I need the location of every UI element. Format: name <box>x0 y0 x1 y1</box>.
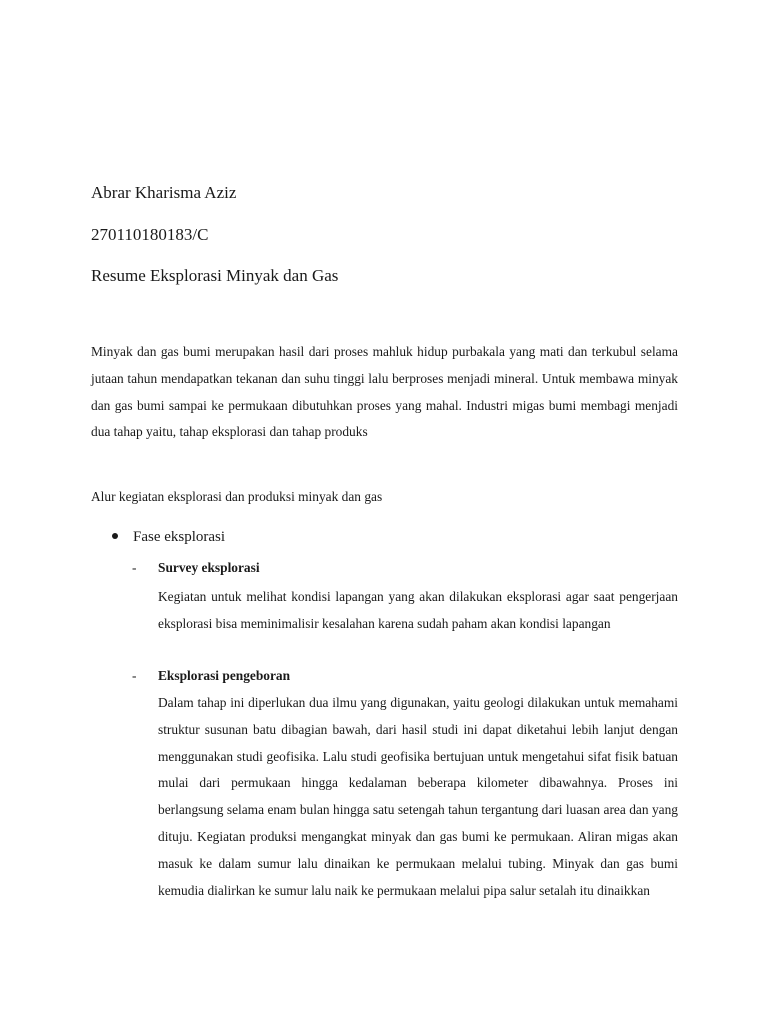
student-id: 270110180183/C <box>91 225 209 244</box>
bullet-item-fase-eksplorasi <box>112 527 225 547</box>
dash-marker: - <box>132 668 137 683</box>
sub-item-pengeboran <box>132 666 290 686</box>
sub-heading: Eksplorasi pengeboran <box>158 668 291 683</box>
dash-marker: - <box>132 560 137 575</box>
bullet-label: Fase eksplorasi <box>133 529 226 545</box>
sub-item-body: Dalam tahap ini diperlukan dua ilmu yang digunakan, yaitu geologi dilakukan untuk memahami struktur susunan batu dibagian bawah, dari hasil studi ini dapat diketahui lebih lanjut dengan menggunakan studi geofisika. Lalu studi geofisika bertujuan untuk mengetahui sifat fisik batuan mulai dari permukaan hingga kedalaman beberapa kilometer dibawahnya. Proses ini berlangsung selama enam bulan hingga satu setengah tahun tergantung dari luasan area dan yang dituju. Kegiatan produksi mengangkat minyak dan gas bumi ke permukaan. Aliran migas akan masuk ke dalam sumur lalu dinaikan ke permukaan melalui tubing. Minyak dan gas bumi kemudia dialirkan ke sumur lalu naik ke permukaan melalui pipa salur setalah itu dinaikkan <box>158 695 678 898</box>
author-name: Abrar Kharisma Aziz <box>91 183 237 202</box>
intro-paragraph: Minyak dan gas bumi merupakan hasil dari proses mahluk hidup purbakala yang mati dan terkubul selama jutaan tahun mendapatkan tekanan dan suhu tinggi lalu berproses menjadi mineral. Untuk membawa minyak dan gas bumi sampai ke permukaan dibutuhkan proses yang mahal. Industri migas bumi membagi menjadi dua tahap yaitu, tahap eksplorasi dan tahap produks <box>91 344 678 440</box>
sub-item-survey <box>132 558 260 578</box>
flow-caption: Alur kegiatan eksplorasi dan produksi minyak dan gas <box>91 489 383 504</box>
bullet-icon <box>112 533 118 539</box>
sub-heading: Survey eksplorasi <box>158 560 260 575</box>
sub-item-body: Kegiatan untuk melihat kondisi lapangan yang akan dilakukan eksplorasi agar saat pengerjaan eksplorasi bisa meminimalisir kesalahan karena sudah paham akan kondisi lapangan <box>158 589 678 631</box>
document-title: Resume Eksplorasi Minyak dan Gas <box>91 266 339 285</box>
